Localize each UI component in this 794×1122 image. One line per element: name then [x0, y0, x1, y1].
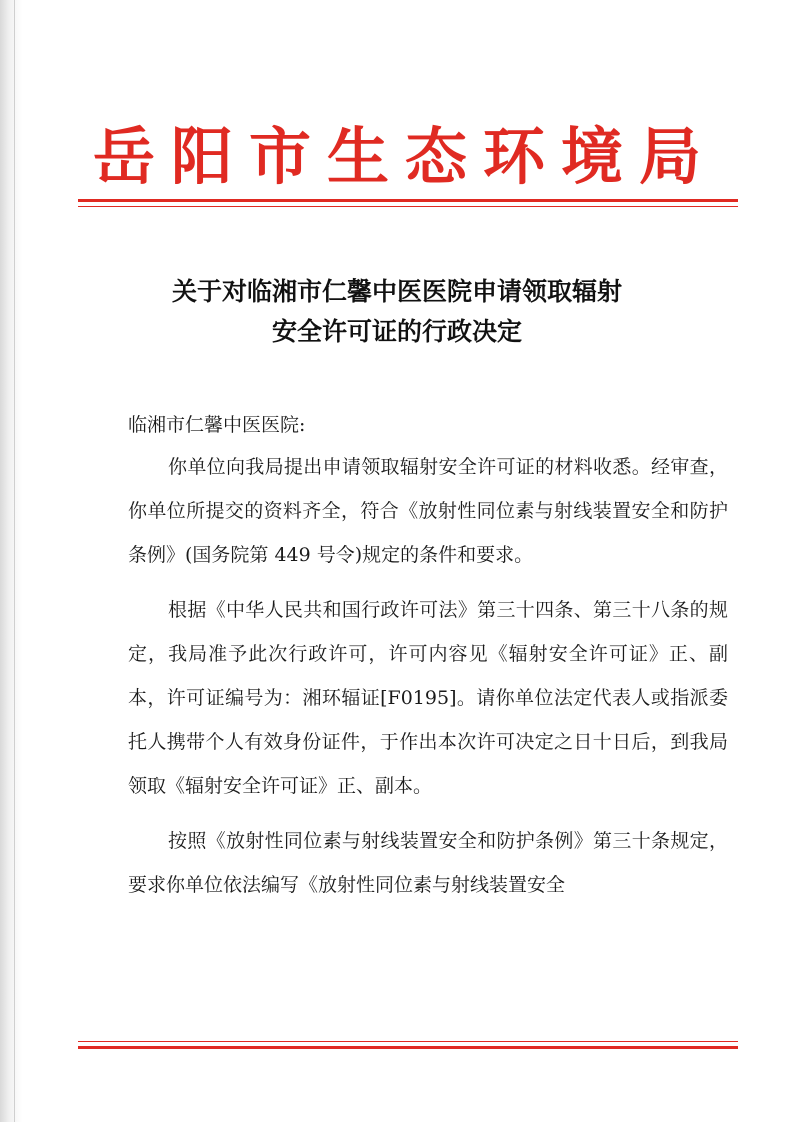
paragraph-3: 按照《放射性同位素与射线装置安全和防护条例》第三十条规定，要求你单位依法编写《放射性同位素与射线装置安全: [128, 830, 728, 896]
document-body: [128, 407, 728, 918]
scan-edge-line: [14, 0, 15, 1122]
footer-rule-thick: [78, 1046, 738, 1049]
salutation: 临湘市仁馨中医医院:: [128, 414, 306, 436]
document-title-line-1: 关于对临湘市仁馨中医医院申请领取辐射: [171, 277, 622, 306]
header-rule-thin: [78, 206, 738, 207]
org-header-title: 岳阳市生态环境局: [92, 120, 717, 193]
scan-edge-shadow: [0, 0, 22, 1122]
footer-rule-thin: [78, 1041, 738, 1042]
paragraph-2: 根据《中华人民共和国行政许可法》第三十四条、第三十八条的规定，我局准予此次行政许可，许可内容见《辐射安全许可证》正、副本，许可证编号为：湘环辐证[F0195]。请你单位法定代表人或指派委托人携带个人有效身份证件，于作出本次许可决定之日十日后，到我局领取《辐射安全许可证》正、副本。: [128, 599, 728, 797]
header-rule-thick: [78, 199, 738, 202]
document-title: [80, 272, 714, 352]
paragraph-1: 你单位向我局提出申请领取辐射安全许可证的材料收悉。经审查，你单位所提交的资料齐全，符合《放射性同位素与射线装置安全和防护条例》(国务院第 449 号令)规定的条件和要求。: [128, 456, 728, 566]
document-title-line-2: 安全许可证的行政决定: [271, 317, 522, 346]
